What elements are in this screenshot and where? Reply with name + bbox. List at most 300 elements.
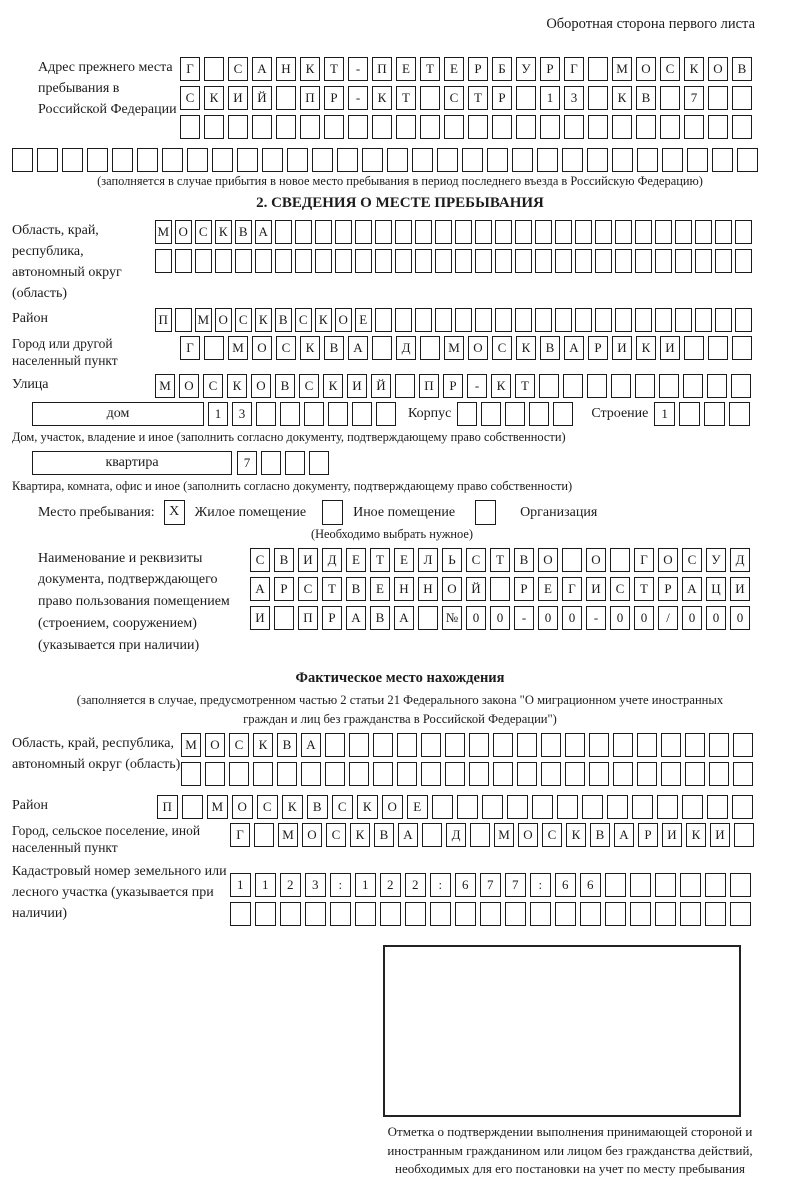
char-cell[interactable] <box>684 336 704 360</box>
char-cell[interactable] <box>557 795 578 819</box>
char-cell[interactable]: К <box>684 57 704 81</box>
char-cell[interactable]: Е <box>407 795 428 819</box>
char-cell[interactable] <box>575 220 592 244</box>
char-cell[interactable] <box>555 220 572 244</box>
char-cell[interactable]: И <box>250 606 270 630</box>
char-cell[interactable] <box>541 762 561 786</box>
char-cell[interactable]: Й <box>466 577 486 601</box>
char-cell[interactable] <box>555 902 576 926</box>
char-cell[interactable] <box>235 249 252 273</box>
char-cell[interactable]: Р <box>638 823 658 847</box>
char-cell[interactable]: А <box>346 606 366 630</box>
char-cell[interactable]: П <box>372 57 392 81</box>
char-cell[interactable] <box>735 308 752 332</box>
char-cell[interactable] <box>675 308 692 332</box>
char-cell[interactable] <box>204 57 224 81</box>
char-cell[interactable]: В <box>636 86 656 110</box>
char-cell[interactable]: С <box>610 577 630 601</box>
char-cell[interactable]: С <box>444 86 464 110</box>
char-cell[interactable]: Р <box>322 606 342 630</box>
char-cell[interactable] <box>635 374 655 398</box>
char-cell[interactable] <box>395 374 415 398</box>
char-cell[interactable]: В <box>346 577 366 601</box>
char-cell[interactable] <box>287 148 308 172</box>
char-cell[interactable] <box>709 762 729 786</box>
char-cell[interactable] <box>589 762 609 786</box>
char-cell[interactable]: Р <box>492 86 512 110</box>
char-cell[interactable]: Е <box>394 548 414 572</box>
char-cell[interactable]: Й <box>252 86 272 110</box>
char-cell[interactable] <box>493 733 513 757</box>
char-cell[interactable] <box>469 762 489 786</box>
char-cell[interactable]: В <box>277 733 297 757</box>
char-cell[interactable] <box>457 795 478 819</box>
char-cell[interactable]: - <box>348 86 368 110</box>
char-cell[interactable] <box>695 249 712 273</box>
char-cell[interactable]: Р <box>274 577 294 601</box>
char-cell[interactable]: К <box>350 823 370 847</box>
char-cell[interactable] <box>637 762 657 786</box>
char-cell[interactable] <box>733 733 753 757</box>
char-cell[interactable] <box>470 823 490 847</box>
char-cell[interactable]: К <box>323 374 343 398</box>
char-cell[interactable] <box>335 249 352 273</box>
char-cell[interactable] <box>481 402 501 426</box>
char-cell[interactable] <box>615 220 632 244</box>
char-cell[interactable] <box>611 374 631 398</box>
char-cell[interactable] <box>309 451 329 475</box>
char-cell[interactable]: Т <box>324 57 344 81</box>
char-cell[interactable] <box>395 308 412 332</box>
char-cell[interactable]: 1 <box>654 402 675 426</box>
char-cell[interactable] <box>695 308 712 332</box>
char-cell[interactable]: П <box>419 374 439 398</box>
char-cell[interactable] <box>349 733 369 757</box>
char-cell[interactable] <box>421 762 441 786</box>
char-cell[interactable] <box>612 148 633 172</box>
char-cell[interactable]: Г <box>180 336 200 360</box>
char-cell[interactable] <box>734 823 754 847</box>
char-cell[interactable] <box>62 148 83 172</box>
char-cell[interactable] <box>595 249 612 273</box>
char-cell[interactable]: В <box>274 548 294 572</box>
char-cell[interactable] <box>349 762 369 786</box>
char-cell[interactable] <box>415 249 432 273</box>
char-cell[interactable]: 0 <box>706 606 726 630</box>
char-cell[interactable] <box>655 220 672 244</box>
char-cell[interactable] <box>137 148 158 172</box>
char-cell[interactable] <box>475 308 492 332</box>
char-cell[interactable] <box>731 374 751 398</box>
char-cell[interactable]: В <box>275 374 295 398</box>
char-cell[interactable] <box>553 402 573 426</box>
char-cell[interactable] <box>482 795 503 819</box>
char-cell[interactable] <box>469 733 489 757</box>
char-cell[interactable]: Л <box>418 548 438 572</box>
char-cell[interactable] <box>582 795 603 819</box>
char-cell[interactable] <box>685 762 705 786</box>
char-cell[interactable] <box>657 795 678 819</box>
char-cell[interactable]: С <box>228 57 248 81</box>
char-cell[interactable] <box>660 115 680 139</box>
char-cell[interactable] <box>565 733 585 757</box>
char-cell[interactable] <box>418 606 438 630</box>
char-cell[interactable]: Д <box>730 548 750 572</box>
char-cell[interactable]: М <box>181 733 201 757</box>
char-cell[interactable]: 7 <box>237 451 257 475</box>
char-cell[interactable] <box>562 148 583 172</box>
char-cell[interactable]: И <box>662 823 682 847</box>
char-cell[interactable] <box>588 86 608 110</box>
char-cell[interactable] <box>255 902 276 926</box>
char-cell[interactable] <box>373 762 393 786</box>
char-cell[interactable]: К <box>253 733 273 757</box>
char-cell[interactable] <box>612 115 632 139</box>
char-cell[interactable] <box>705 873 726 897</box>
char-cell[interactable] <box>564 115 584 139</box>
char-cell[interactable] <box>707 374 727 398</box>
char-cell[interactable] <box>87 148 108 172</box>
char-cell[interactable]: 0 <box>562 606 582 630</box>
char-cell[interactable] <box>437 148 458 172</box>
char-cell[interactable] <box>215 249 232 273</box>
char-cell[interactable] <box>636 115 656 139</box>
char-cell[interactable]: О <box>251 374 271 398</box>
char-cell[interactable]: А <box>394 606 414 630</box>
char-cell[interactable]: В <box>590 823 610 847</box>
char-cell[interactable]: С <box>542 823 562 847</box>
char-cell[interactable]: О <box>586 548 606 572</box>
char-cell[interactable] <box>490 577 510 601</box>
char-cell[interactable] <box>420 115 440 139</box>
char-cell[interactable] <box>575 249 592 273</box>
char-cell[interactable] <box>495 308 512 332</box>
char-cell[interactable] <box>421 733 441 757</box>
char-cell[interactable] <box>540 115 560 139</box>
char-cell[interactable]: Н <box>394 577 414 601</box>
char-cell[interactable] <box>162 148 183 172</box>
char-cell[interactable] <box>637 733 657 757</box>
char-cell[interactable]: Е <box>396 57 416 81</box>
char-cell[interactable]: О <box>658 548 678 572</box>
char-cell[interactable]: 1 <box>230 873 251 897</box>
char-cell[interactable]: 2 <box>405 873 426 897</box>
char-cell[interactable]: О <box>215 308 232 332</box>
char-cell[interactable] <box>709 733 729 757</box>
char-cell[interactable] <box>732 86 752 110</box>
char-cell[interactable] <box>495 220 512 244</box>
char-cell[interactable]: К <box>282 795 303 819</box>
char-cell[interactable]: Б <box>492 57 512 81</box>
char-cell[interactable]: 3 <box>305 873 326 897</box>
char-cell[interactable]: Р <box>324 86 344 110</box>
char-cell[interactable] <box>396 115 416 139</box>
char-cell[interactable] <box>715 308 732 332</box>
char-cell[interactable] <box>537 148 558 172</box>
char-cell[interactable]: О <box>538 548 558 572</box>
char-cell[interactable]: М <box>155 220 172 244</box>
char-cell[interactable] <box>492 115 512 139</box>
char-cell[interactable] <box>254 823 274 847</box>
char-cell[interactable] <box>373 733 393 757</box>
char-cell[interactable] <box>205 762 225 786</box>
char-cell[interactable]: В <box>324 336 344 360</box>
char-cell[interactable] <box>455 220 472 244</box>
char-cell[interactable] <box>605 873 626 897</box>
checkbox-organization[interactable] <box>475 500 496 525</box>
char-cell[interactable]: К <box>300 336 320 360</box>
char-cell[interactable]: А <box>252 57 272 81</box>
char-cell[interactable]: О <box>302 823 322 847</box>
char-cell[interactable]: Ь <box>442 548 462 572</box>
char-cell[interactable] <box>305 902 326 926</box>
char-cell[interactable] <box>312 148 333 172</box>
char-cell[interactable] <box>262 148 283 172</box>
char-cell[interactable]: К <box>227 374 247 398</box>
char-cell[interactable] <box>730 873 751 897</box>
char-cell[interactable]: 0 <box>730 606 750 630</box>
char-cell[interactable]: / <box>658 606 678 630</box>
char-cell[interactable] <box>352 402 372 426</box>
char-cell[interactable]: Е <box>346 548 366 572</box>
char-cell[interactable] <box>355 220 372 244</box>
char-cell[interactable]: К <box>204 86 224 110</box>
char-cell[interactable]: К <box>300 57 320 81</box>
char-cell[interactable] <box>635 249 652 273</box>
char-cell[interactable]: Н <box>418 577 438 601</box>
char-cell[interactable] <box>659 374 679 398</box>
char-cell[interactable] <box>475 249 492 273</box>
char-cell[interactable] <box>517 762 537 786</box>
char-cell[interactable]: У <box>516 57 536 81</box>
char-cell[interactable]: Т <box>370 548 390 572</box>
char-cell[interactable] <box>355 902 376 926</box>
char-cell[interactable]: 0 <box>610 606 630 630</box>
char-cell[interactable] <box>376 402 396 426</box>
char-cell[interactable]: 0 <box>490 606 510 630</box>
char-cell[interactable]: С <box>295 308 312 332</box>
char-cell[interactable]: Т <box>634 577 654 601</box>
char-cell[interactable] <box>295 220 312 244</box>
char-cell[interactable] <box>395 249 412 273</box>
char-cell[interactable] <box>455 249 472 273</box>
char-cell[interactable] <box>655 902 676 926</box>
char-cell[interactable] <box>732 336 752 360</box>
char-cell[interactable] <box>615 308 632 332</box>
char-cell[interactable] <box>230 902 251 926</box>
char-cell[interactable] <box>276 86 296 110</box>
char-cell[interactable] <box>733 762 753 786</box>
char-cell[interactable]: А <box>301 733 321 757</box>
char-cell[interactable] <box>610 548 630 572</box>
char-cell[interactable] <box>493 762 513 786</box>
char-cell[interactable] <box>535 220 552 244</box>
char-cell[interactable]: Г <box>180 57 200 81</box>
char-cell[interactable] <box>512 148 533 172</box>
char-cell[interactable] <box>362 148 383 172</box>
char-cell[interactable]: В <box>514 548 534 572</box>
char-cell[interactable] <box>12 148 33 172</box>
char-cell[interactable]: И <box>298 548 318 572</box>
char-cell[interactable]: К <box>636 336 656 360</box>
char-cell[interactable] <box>732 115 752 139</box>
char-cell[interactable]: С <box>299 374 319 398</box>
char-cell[interactable] <box>515 249 532 273</box>
char-cell[interactable]: О <box>179 374 199 398</box>
char-cell[interactable]: Т <box>322 577 342 601</box>
char-cell[interactable]: 0 <box>634 606 654 630</box>
char-cell[interactable] <box>655 873 676 897</box>
char-cell[interactable]: Й <box>371 374 391 398</box>
char-cell[interactable] <box>180 115 200 139</box>
char-cell[interactable]: Т <box>468 86 488 110</box>
char-cell[interactable]: 0 <box>682 606 702 630</box>
char-cell[interactable]: Т <box>490 548 510 572</box>
char-cell[interactable]: А <box>398 823 418 847</box>
char-cell[interactable] <box>280 902 301 926</box>
char-cell[interactable]: П <box>300 86 320 110</box>
char-cell[interactable] <box>255 249 272 273</box>
char-cell[interactable]: Е <box>355 308 372 332</box>
char-cell[interactable]: М <box>207 795 228 819</box>
char-cell[interactable]: Р <box>468 57 488 81</box>
char-cell[interactable] <box>632 795 653 819</box>
char-cell[interactable]: О <box>205 733 225 757</box>
char-cell[interactable] <box>253 762 273 786</box>
char-cell[interactable]: С <box>660 57 680 81</box>
char-cell[interactable] <box>181 762 201 786</box>
char-cell[interactable] <box>737 148 758 172</box>
char-cell[interactable] <box>735 249 752 273</box>
char-cell[interactable]: 0 <box>538 606 558 630</box>
char-cell[interactable]: М <box>612 57 632 81</box>
char-cell[interactable] <box>588 115 608 139</box>
char-cell[interactable] <box>274 606 294 630</box>
char-cell[interactable]: Р <box>588 336 608 360</box>
char-cell[interactable] <box>660 86 680 110</box>
char-cell[interactable] <box>475 220 492 244</box>
char-cell[interactable]: Р <box>658 577 678 601</box>
char-cell[interactable] <box>715 249 732 273</box>
char-cell[interactable]: О <box>708 57 728 81</box>
char-cell[interactable]: Г <box>564 57 584 81</box>
char-cell[interactable] <box>435 308 452 332</box>
char-cell[interactable]: К <box>566 823 586 847</box>
char-cell[interactable]: С <box>195 220 212 244</box>
char-cell[interactable] <box>655 308 672 332</box>
char-cell[interactable] <box>712 148 733 172</box>
char-cell[interactable] <box>661 733 681 757</box>
char-cell[interactable]: Н <box>276 57 296 81</box>
char-cell[interactable] <box>587 148 608 172</box>
char-cell[interactable] <box>529 402 549 426</box>
char-cell[interactable] <box>415 308 432 332</box>
char-cell[interactable] <box>630 873 651 897</box>
char-cell[interactable] <box>613 733 633 757</box>
char-cell[interactable] <box>422 823 442 847</box>
char-cell[interactable]: Г <box>562 577 582 601</box>
char-cell[interactable]: Р <box>540 57 560 81</box>
char-cell[interactable]: И <box>586 577 606 601</box>
char-cell[interactable] <box>285 451 305 475</box>
char-cell[interactable] <box>432 795 453 819</box>
char-cell[interactable]: Р <box>514 577 534 601</box>
char-cell[interactable] <box>685 733 705 757</box>
char-cell[interactable] <box>515 308 532 332</box>
char-cell[interactable]: 3 <box>232 402 252 426</box>
char-cell[interactable] <box>595 308 612 332</box>
char-cell[interactable]: 7 <box>505 873 526 897</box>
char-cell[interactable] <box>372 115 392 139</box>
char-cell[interactable]: С <box>235 308 252 332</box>
char-cell[interactable]: М <box>444 336 464 360</box>
char-cell[interactable] <box>555 308 572 332</box>
char-cell[interactable] <box>261 451 281 475</box>
char-cell[interactable] <box>375 220 392 244</box>
char-cell[interactable] <box>535 249 552 273</box>
char-cell[interactable] <box>412 148 433 172</box>
char-cell[interactable]: 6 <box>455 873 476 897</box>
char-cell[interactable] <box>487 148 508 172</box>
char-cell[interactable]: Т <box>515 374 535 398</box>
char-cell[interactable] <box>204 336 224 360</box>
char-cell[interactable]: Е <box>538 577 558 601</box>
char-cell[interactable]: Р <box>443 374 463 398</box>
char-cell[interactable] <box>435 249 452 273</box>
char-cell[interactable] <box>679 402 700 426</box>
char-cell[interactable] <box>589 733 609 757</box>
char-cell[interactable] <box>661 762 681 786</box>
char-cell[interactable] <box>505 902 526 926</box>
char-cell[interactable] <box>516 115 536 139</box>
char-cell[interactable] <box>280 402 300 426</box>
char-cell[interactable] <box>715 220 732 244</box>
char-cell[interactable] <box>237 148 258 172</box>
char-cell[interactable] <box>532 795 553 819</box>
char-cell[interactable]: К <box>215 220 232 244</box>
char-cell[interactable]: О <box>175 220 192 244</box>
char-cell[interactable] <box>372 336 392 360</box>
char-cell[interactable] <box>155 249 172 273</box>
char-cell[interactable]: 1 <box>355 873 376 897</box>
char-cell[interactable] <box>112 148 133 172</box>
char-cell[interactable] <box>380 902 401 926</box>
char-cell[interactable] <box>397 733 417 757</box>
char-cell[interactable] <box>355 249 372 273</box>
char-cell[interactable]: Т <box>396 86 416 110</box>
char-cell[interactable] <box>480 902 501 926</box>
char-cell[interactable] <box>275 249 292 273</box>
char-cell[interactable]: О <box>252 336 272 360</box>
char-cell[interactable] <box>175 249 192 273</box>
char-cell[interactable] <box>687 148 708 172</box>
char-cell[interactable]: В <box>374 823 394 847</box>
char-cell[interactable] <box>704 402 725 426</box>
char-cell[interactable]: А <box>348 336 368 360</box>
char-cell[interactable]: С <box>257 795 278 819</box>
char-cell[interactable] <box>507 795 528 819</box>
char-cell[interactable] <box>420 336 440 360</box>
char-cell[interactable]: К <box>612 86 632 110</box>
char-cell[interactable]: П <box>298 606 318 630</box>
char-cell[interactable] <box>595 220 612 244</box>
char-cell[interactable] <box>337 148 358 172</box>
char-cell[interactable] <box>328 402 348 426</box>
char-cell[interactable]: 2 <box>280 873 301 897</box>
char-cell[interactable]: В <box>732 57 752 81</box>
char-cell[interactable] <box>315 249 332 273</box>
char-cell[interactable] <box>445 733 465 757</box>
